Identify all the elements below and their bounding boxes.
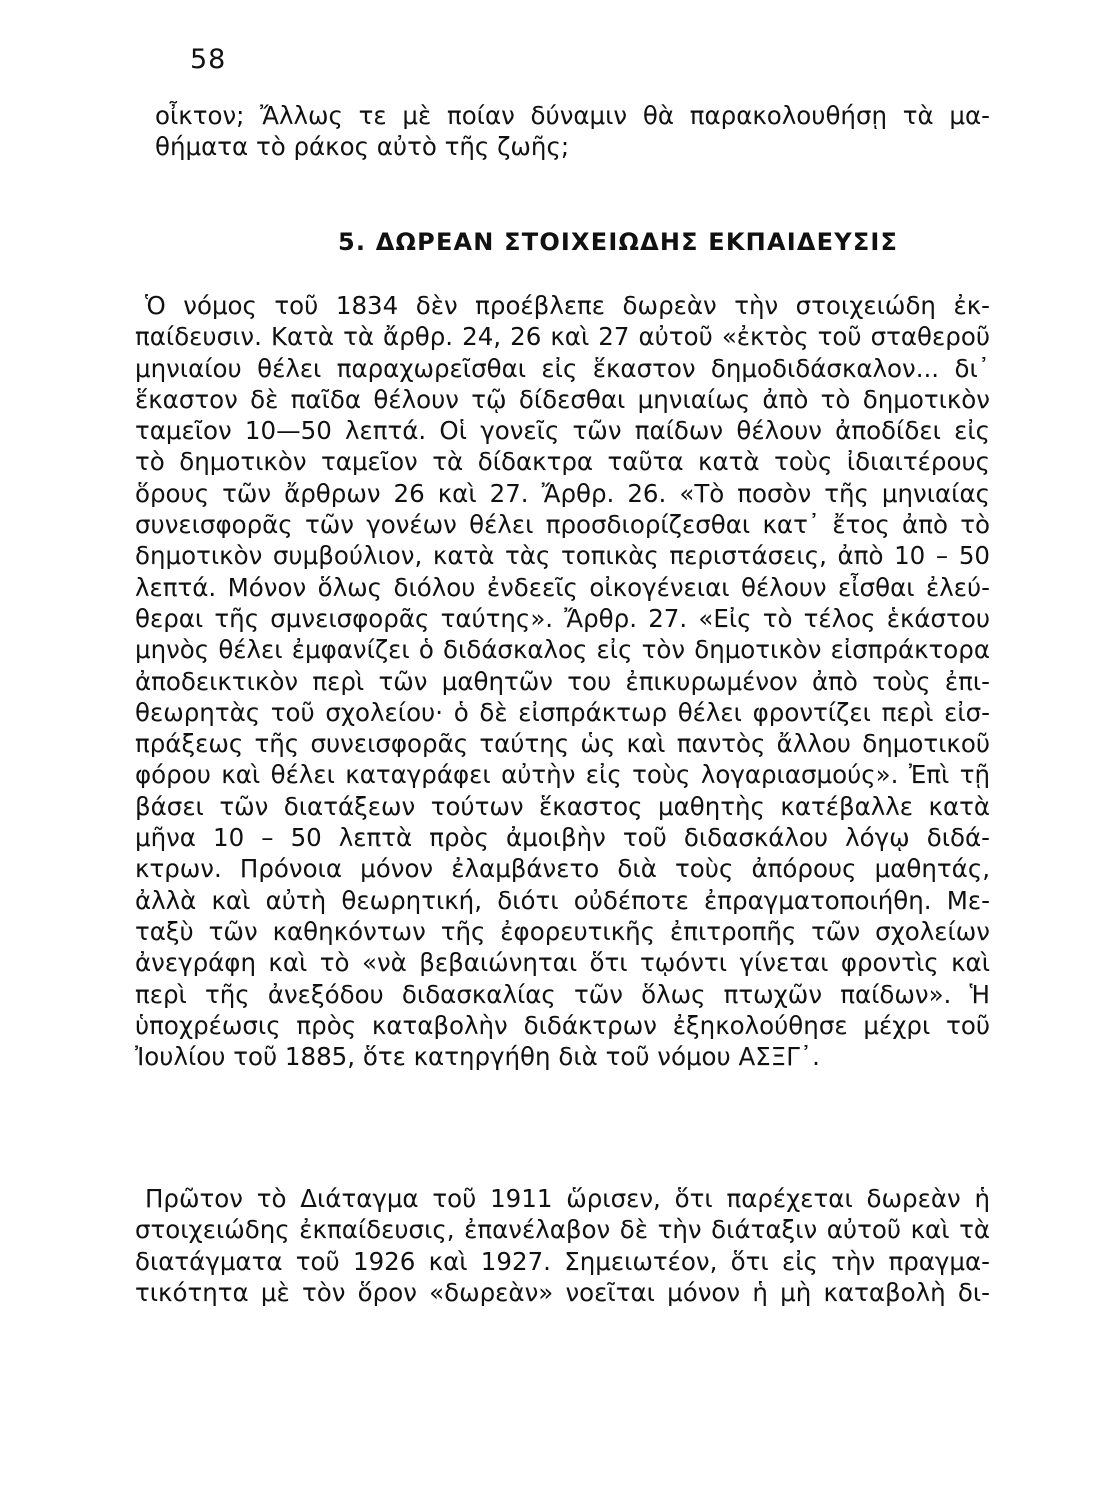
text-line: ὑποχρέωσις πρὸς καταβολὴν διδάκτρων ἐξηκολούθησε μέχρι τοῦ <box>135 1010 990 1040</box>
paragraph-free-education <box>135 290 990 1072</box>
text-line: ὅρους τῶν ἄρθρων 26 καὶ 27. Ἄρθρ. 26. «Τὸ ποσὸν τῆς μηνιαίας <box>135 478 990 508</box>
text-line: συνεισφορᾶς τῶν γονέων θέλει προσδιορίζεσθαι κατ᾽ ἔτος ἀπὸ τὸ <box>135 510 990 540</box>
text-line: μῆνα 10 – 50 λεπτὰ πρὸς ἀμοιβὴν τοῦ διδασκάλου λόγῳ διδά- <box>135 823 990 853</box>
text-line: οἶκτον; Ἄλλως τε μὲ ποίαν δύναμιν θὰ παρακολουθήσῃ τὰ μα- <box>155 101 990 130</box>
text-line: βάσει τῶν διατάξεων τούτων ἕκαστος μαθητὴς κατέβαλλε κατὰ <box>135 791 990 821</box>
text-line: τικότητα μὲ τὸν ὅρον «δωρεὰν» νοεῖται μόνον ἡ μὴ καταβολὴ δι- <box>135 1277 990 1307</box>
section-heading: 5. ΔΩΡΕΑΝ ΣΤΟΙΧΕΙΩΔΗΣ ΕΚΠΑΙΔΕΥΣΙΣ <box>338 228 899 256</box>
text-line: διατάγματα τοῦ 1926 καὶ 1927. Σημειωτέον, ὅτι εἰς τὴν πραγμα- <box>135 1246 990 1276</box>
text-line: περὶ τῆς ἀνεξόδου διδασκαλίας τῶν ὅλως πτωχῶν παίδων». Ἡ <box>135 979 990 1009</box>
text-line: λεπτά. Μόνον ὅλως διόλου ἐνδεεῖς οἰκογένειαι θέλουν εἶσθαι ἐλεύ- <box>135 572 990 602</box>
intro-paragraph <box>155 100 990 163</box>
text-line: θεραι τῆς σμνεισφορᾶς ταύτης». Ἄρθρ. 27. «Εἰς τὸ τέλος ἑκάστου <box>135 603 990 633</box>
text-line: ταμεῖον 10—50 λεπτά. Οἱ γονεῖς τῶν παίδων θέλουν ἀποδίδει εἰς <box>135 416 990 446</box>
paragraph-decree-1911 <box>135 1183 990 1308</box>
text-line: πράξεως τῆς συνεισφορᾶς ταύτης ὡς καὶ παντὸς ἄλλου δημοτικοῦ <box>135 729 990 759</box>
text-line: θεωρητὰς τοῦ σχολείου· ὁ δὲ εἰσπράκτωρ θέλει φροντίζει περὶ εἰσ- <box>135 697 990 727</box>
text-line: θήματα τὸ ράκος αὐτὸ τῆς ζωῆς; <box>155 132 570 162</box>
text-line: Ὁ νόμος τοῦ 1834 δὲν προέβλεπε δωρεὰν τὴν στοιχειώδη ἐκ- <box>145 291 990 320</box>
text-line: δημοτικὸν συμβούλιον, κατὰ τὰς τοπικὰς περιστάσεις, ἀπὸ 10 – 50 <box>135 541 990 571</box>
text-line: κτρων. Πρόνοια μόνον ἐλαμβάνετο διὰ τοὺς ἀπόρους μαθητάς, <box>135 854 990 884</box>
page-number: 58 <box>190 44 227 75</box>
text-line: μηνὸς θέλει ἐμφανίζει ὁ διδάσκαλος εἰς τὸν δημοτικὸν εἰσπράκτορα <box>135 635 990 665</box>
text-line: ἕκαστον δὲ παῖδα θέλουν τῷ δίδεσθαι μηνιαίως ἀπὸ τὸ δημοτικὸν <box>135 384 990 414</box>
text-line: στοιχειώδης ἐκπαίδευσις, ἐπανέλαβον δὲ τὴν διάταξιν αὐτοῦ καὶ τὰ <box>135 1215 990 1245</box>
text-line: τὸ δημοτικὸν ταμεῖον τὰ δίδακτρα ταῦτα κατὰ τοὺς ἰδιαιτέρους <box>135 447 990 477</box>
text-line: ἀνεγράφη καὶ τὸ «νὰ βεβαιώνηται ὅτι τῳόντι γίνεται φροντὶς καὶ <box>135 948 990 978</box>
text-line: παίδευσιν. Κατὰ τὰ ἄρθρ. 24, 26 καὶ 27 αὐτοῦ «ἐκτὸς τοῦ σταθεροῦ <box>135 322 990 352</box>
text-line: φόρου καὶ θέλει καταγράφει αὐτὴν εἰς τοὺς λογαριασμούς». Ἐπὶ τῇ <box>135 760 990 790</box>
text-line: ἀλλὰ καὶ αὐτὴ θεωρητική, διότι οὐδέποτε ἐπραγματοποιήθη. Με- <box>135 885 990 915</box>
text-line: Ἰουλίου τοῦ 1885, ὅτε κατηργήθη διὰ τοῦ νόμου ΑΣΞΓ᾽. <box>135 1042 820 1072</box>
text-line: Πρῶτον τὸ Διάταγμα τοῦ 1911 ὥρισεν, ὅτι παρέχεται δωρεὰν ἡ <box>145 1184 990 1213</box>
text-line: ταξὺ τῶν καθηκόντων τῆς ἐφορευτικῆς ἐπιτροπῆς τῶν σχολείων <box>135 916 990 946</box>
text-line: ἀποδεικτικὸν περὶ τῶν μαθητῶν του ἐπικυρωμένον ἀπὸ τοὺς ἐπι- <box>135 666 990 696</box>
text-line: μηνιαίου θέλει παραχωρεῖσθαι εἰς ἕκαστον δημοδιδάσκαλον... δι᾽ <box>135 353 990 383</box>
